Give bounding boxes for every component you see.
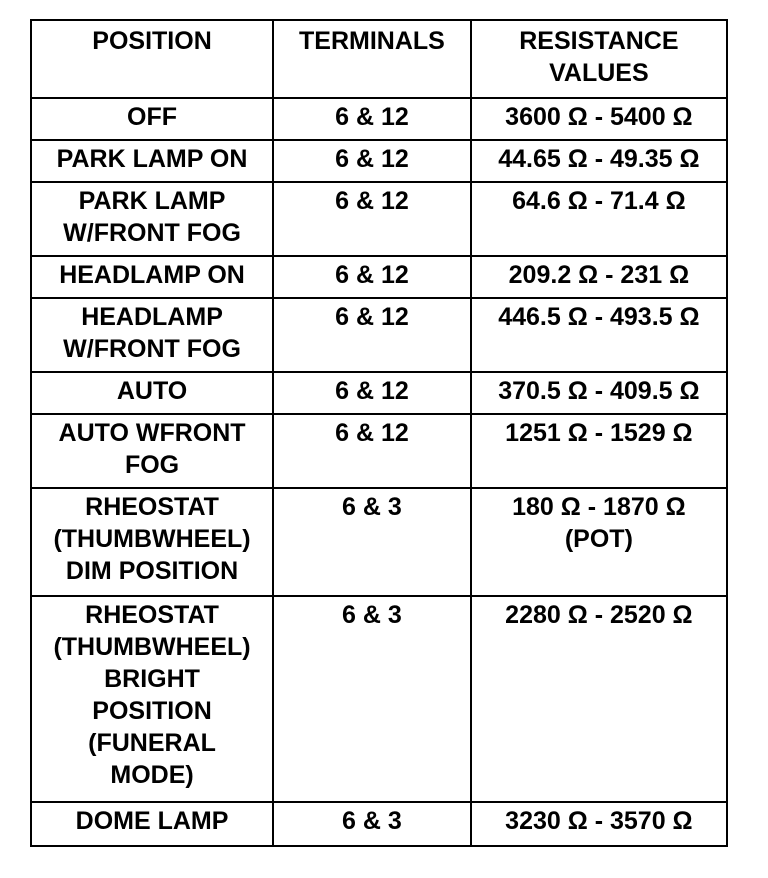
table-row [31, 298, 727, 372]
resistance-cell: 2280 Ω - 2520 Ω [471, 596, 727, 802]
table-row [31, 182, 727, 256]
position-cell: HEADLAMP ON [31, 256, 273, 298]
table-row [31, 256, 727, 298]
header-position: POSITION [31, 20, 273, 98]
resistance-cell: 64.6 Ω - 71.4 Ω [471, 182, 727, 256]
terminals-cell: 6 & 12 [273, 182, 471, 256]
table-row [31, 140, 727, 182]
table-row [31, 372, 727, 414]
terminals-cell: 6 & 3 [273, 488, 471, 596]
header-resistance: RESISTANCE VALUES [471, 20, 727, 98]
resistance-cell: 180 Ω - 1870 Ω (POT) [471, 488, 727, 596]
terminals-cell: 6 & 12 [273, 414, 471, 488]
resistance-cell: 446.5 Ω - 493.5 Ω [471, 298, 727, 372]
position-cell: RHEOSTAT (THUMBWHEEL) BRIGHT POSITION (FUNERAL MODE) [31, 596, 273, 802]
resistance-table [30, 19, 728, 847]
resistance-cell: 44.65 Ω - 49.35 Ω [471, 140, 727, 182]
position-cell: PARK LAMP W/FRONT FOG [31, 182, 273, 256]
resistance-cell: 3230 Ω - 3570 Ω [471, 802, 727, 846]
terminals-cell: 6 & 3 [273, 596, 471, 802]
table-row [31, 414, 727, 488]
position-cell: PARK LAMP ON [31, 140, 273, 182]
table-row [31, 98, 727, 140]
position-cell: OFF [31, 98, 273, 140]
terminals-cell: 6 & 12 [273, 140, 471, 182]
header-terminals: TERMINALS [273, 20, 471, 98]
position-cell: AUTO [31, 372, 273, 414]
position-cell: HEADLAMP W/FRONT FOG [31, 298, 273, 372]
position-cell: RHEOSTAT (THUMBWHEEL) DIM POSITION [31, 488, 273, 596]
terminals-cell: 6 & 3 [273, 802, 471, 846]
terminals-cell: 6 & 12 [273, 98, 471, 140]
header-row [31, 20, 727, 98]
terminals-cell: 6 & 12 [273, 372, 471, 414]
table-row [31, 802, 727, 846]
terminals-cell: 6 & 12 [273, 298, 471, 372]
table-row [31, 488, 727, 596]
resistance-cell: 3600 Ω - 5400 Ω [471, 98, 727, 140]
terminals-cell: 6 & 12 [273, 256, 471, 298]
resistance-cell: 209.2 Ω - 231 Ω [471, 256, 727, 298]
position-cell: AUTO WFRONT FOG [31, 414, 273, 488]
resistance-cell: 370.5 Ω - 409.5 Ω [471, 372, 727, 414]
resistance-cell: 1251 Ω - 1529 Ω [471, 414, 727, 488]
table-row [31, 596, 727, 802]
position-cell: DOME LAMP [31, 802, 273, 846]
